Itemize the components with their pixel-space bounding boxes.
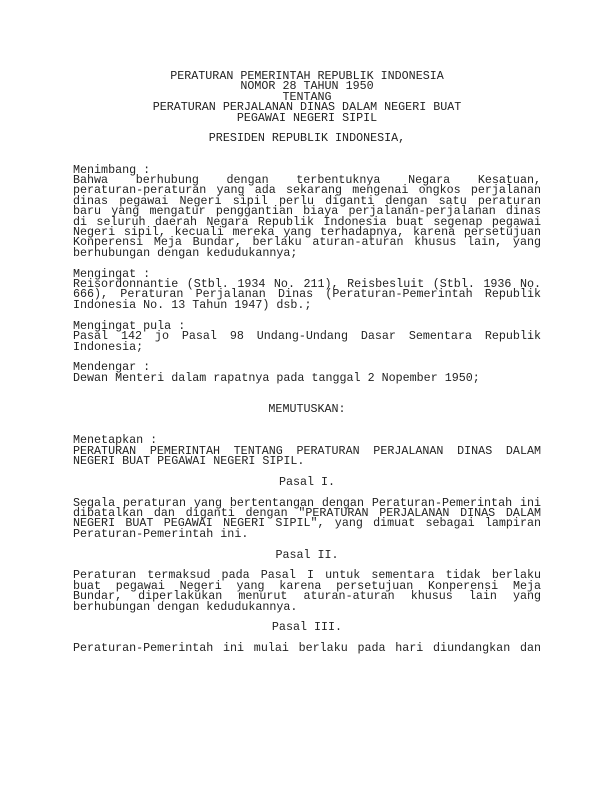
paragraph-line: peraturan-peraturan yang ada sekarang mengenai ongkos perjalanan (73, 183, 541, 198)
section-pasal-1 (73, 474, 541, 541)
pasal-heading: Pasal III. (271, 620, 343, 635)
paragraph-line: PERATURAN PEMERINTAH TENTANG PERATURAN PERJALANAN DINAS DALAM (73, 443, 541, 458)
paragraph-line: 666), Peraturan Perjalanan Dinas (Peraturan-Pemerintah Republik (73, 287, 541, 302)
president-heading: PRESIDEN REPUBLIK INDONESIA, (208, 131, 406, 146)
paragraph-line: baru yang mengatur penggantian biaya perjalanan-perjalanan dinas (73, 204, 541, 219)
pasal-heading: Pasal II. (275, 547, 339, 562)
paragraph-line: di seluruh daerah Negara Republik Indonesia buat segenap pegawai (73, 214, 541, 229)
memutuskan-heading: MEMUTUSKAN: (268, 401, 346, 416)
title-line-5: PEGAWAI NEGERI SIPIL (236, 110, 378, 125)
paragraph-line: dibatalkan dan diganti dengan "PERATURAN PERJALANAN DINAS DALAM (73, 505, 541, 520)
document-page (73, 71, 541, 654)
paragraph-line: Konperensi Meja Bundar, berlaku aturan-aturan khusus lain, yang (73, 235, 541, 250)
paragraph-line: Bahwa berhubung dengan terbentuknya Negara Kesatuan, (73, 173, 541, 188)
paragraph-line: Pasal 142 jo Pasal 98 Undang-Undang Dasar Sementara Republik (73, 329, 541, 344)
document-header (73, 71, 541, 144)
paragraph-line: NEGERI BUAT PEGAWAI NEGERI SIPIL. (73, 453, 305, 468)
section-label: Menimbang : (73, 162, 151, 177)
section-mendengar (73, 362, 541, 383)
paragraph-line: Indonesia; (73, 339, 144, 354)
paragraph-line: berhubungan dengan kedudukannya; (73, 245, 298, 260)
paragraph-line: Indonesia No. 13 Tahun 1947) dsb.; (73, 297, 312, 312)
section-menetapkan (73, 435, 541, 466)
pasal-heading: Pasal I. (278, 474, 336, 489)
paragraph-line: dinas pegawai Negeri sipil perlu diganti dengan satu peraturan (73, 193, 541, 208)
paragraph-line: Negeri sipil, kecuali mereka yang terhadapnya, karena persetujuan (73, 225, 541, 240)
title-line-1: PERATURAN PEMERINTAH REPUBLIK INDONESIA (170, 69, 444, 83)
title-line-3: TENTANG (282, 89, 332, 104)
section-menimbang (73, 162, 541, 260)
paragraph-line: Peraturan-Pemerintah ini mulai berlaku pada hari diundangkan dan (73, 641, 541, 656)
paragraph-line: Peraturan termaksud pada Pasal I untuk sementara tidak berlaku (73, 568, 541, 583)
section-label: Mengingat pula : (73, 318, 186, 333)
paragraph-line: NEGERI BUAT PEGAWAI NEGERI SIPIL", yang dimuat sebagai lampiran (73, 516, 541, 531)
paragraph-line: Reisordonnantie (Stbl. 1934 No. 211), Reisbesluit (Stbl. 1936 No. (73, 277, 541, 292)
section-label: Mengingat : (73, 266, 151, 281)
paragraph-line: Dewan Menteri dalam rapatnya pada tanggal 2 Nopember 1950; (73, 370, 480, 385)
section-label: Menetapkan : (73, 433, 158, 448)
paragraph-line: buat pegawai Negeri yang karena persetujuan Konperensi Meja (73, 578, 541, 593)
paragraph-line: Bundar, diperlakukan menurut aturan-aturan khusus lain yang (73, 589, 541, 604)
section-mengingat (73, 266, 541, 312)
paragraph-line: berhubungan dengan kedudukannya. (73, 599, 298, 614)
section-pasal-2 (73, 547, 541, 614)
paragraph-line: Peraturan-Pemerintah ini. (73, 526, 249, 541)
section-label: Mendengar : (73, 360, 151, 375)
title-line-2: NOMOR 28 TAHUN 1950 (240, 79, 374, 94)
section-mengingat-pula (73, 318, 541, 354)
section-pasal-3 (73, 620, 541, 656)
title-line-4: PERATURAN PERJALANAN DINAS DALAM NEGERI BUAT (152, 100, 462, 115)
paragraph-line: Segala peraturan yang bertentangan dengan Peraturan-Pemerintah ini (73, 495, 541, 510)
